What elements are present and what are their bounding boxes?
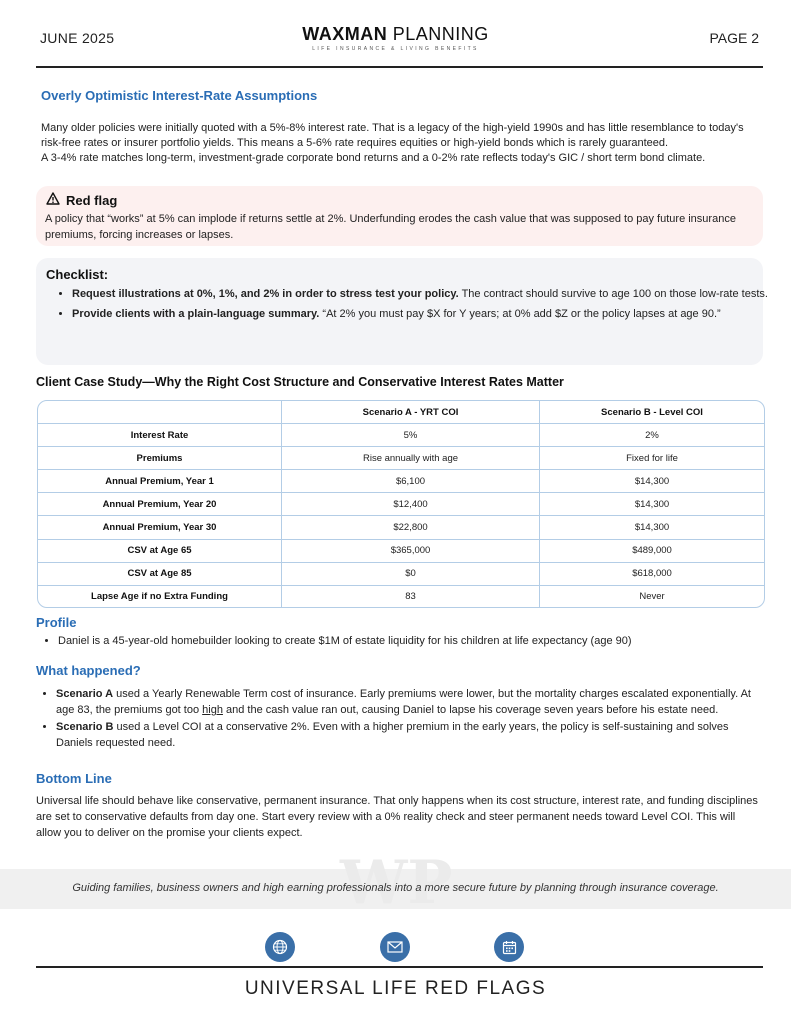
- red-flag-text: A policy that “works” at 5% can implode if returns settle at 2%. Underfunding erodes the cash value that was supposed to pay future insurance premiums, forcing increases or lapses.: [45, 213, 736, 241]
- case-study-title: Client Case Study—Why the Right Cost Structure and Conservative Interest Rates Matter: [36, 375, 564, 389]
- scenario-a-text: used a Yearly Renewable Term cost of insurance. Early premiums were lower, but the mortality charges escalated exponentially. At age 83, the premiums got too: [56, 688, 751, 716]
- section-title: Overly Optimistic Interest-Rate Assumptions: [41, 88, 318, 103]
- table-row: [38, 470, 764, 493]
- cell-b: $14,300: [540, 470, 764, 493]
- table-row: [38, 493, 764, 516]
- cell-b: $489,000: [540, 540, 764, 563]
- table-row: [38, 540, 764, 563]
- checklist-box: [36, 258, 768, 365]
- paragraph: A 3-4% rate matches long-term, investment-grade corporate bond returns and a 0-2% rate reflects today's GIC / short term bond climate.: [41, 152, 706, 164]
- cell-a: $22,800: [282, 516, 540, 539]
- cell-b: $618,000: [540, 563, 764, 586]
- cell-a: Rise annually with age: [282, 447, 540, 470]
- watermark-logo: WP: [340, 848, 453, 918]
- footer-tagline: Guiding families, business owners and high earning professionals into a more secure future by planning through insurance coverage.: [72, 882, 719, 894]
- row-label: Annual Premium, Year 30: [38, 516, 282, 539]
- checklist-item-bold: Provide clients with a plain-language summary.: [72, 308, 320, 320]
- scenario-b-label: Scenario B: [56, 721, 114, 733]
- what-happened-title: What happened?: [36, 663, 141, 678]
- case-study-table: [37, 400, 765, 608]
- cell-b: 2%: [540, 424, 764, 447]
- footer-divider: [36, 966, 763, 968]
- list-item: [56, 686, 759, 718]
- what-happened-list: [36, 686, 759, 752]
- row-label: CSV at Age 65: [38, 540, 282, 563]
- table-row: [38, 563, 764, 586]
- checklist-item-bold: Request illustrations at 0%, 1%, and 2% in order to stress test your policy.: [72, 288, 459, 300]
- table-header-row: [38, 401, 764, 424]
- header-divider: [36, 66, 763, 68]
- checklist-title: Checklist:: [46, 267, 109, 282]
- calendar-icon[interactable]: [494, 932, 524, 962]
- footer-title: UNIVERSAL LIFE RED FLAGS: [244, 978, 547, 999]
- list-item: [56, 719, 759, 751]
- cell-b: $14,300: [540, 516, 764, 539]
- logo-subtitle: LIFE INSURANCE & LIVING BENEFITS: [312, 46, 479, 52]
- row-label: Lapse Age if no Extra Funding: [38, 586, 282, 607]
- profile-title: Profile: [36, 615, 77, 630]
- header-cell-scenario-a: Scenario A - YRT COI: [282, 401, 540, 424]
- scenario-a-text-end: and the cash value ran out, causing Daniel to lapse his coverage seven years before his estate need.: [222, 704, 719, 716]
- cell-b: Fixed for life: [540, 447, 764, 470]
- table-row: [38, 516, 764, 539]
- cell-a: $12,400: [282, 493, 540, 516]
- cell-a: $365,000: [282, 540, 540, 563]
- table-row: [38, 447, 764, 470]
- scenario-b-text: used a Level COI at a conservative 2%. Even with a higher premium in the early years, the policy is self-sustaining and solves Daniels requested need.: [56, 721, 729, 749]
- red-flag-title: [46, 192, 117, 208]
- header-cell-empty: [38, 401, 282, 424]
- header-date: JUNE 2025: [40, 30, 115, 46]
- checklist-item-text: The contract should survive to age 100 on those low-rate tests.: [458, 288, 768, 300]
- list-item: [72, 285, 775, 304]
- row-label: CSV at Age 85: [38, 563, 282, 586]
- checklist-item-text: “At 2% you must pay $X for Y years; at 0% add $Z or the policy lapses at age 90.”: [319, 308, 721, 320]
- cell-a: 5%: [282, 424, 540, 447]
- list-item: • Daniel is a 45-year-old homebuilder looking to create $1M of estate liquidity for his children at life expectancy (age 90): [58, 633, 778, 649]
- list-item: [72, 305, 775, 324]
- row-label: Annual Premium, Year 1: [38, 470, 282, 493]
- envelope-icon[interactable]: [380, 932, 410, 962]
- row-label: Annual Premium, Year 20: [38, 493, 282, 516]
- bottom-line-text: Universal life should behave like conservative, permanent insurance. That only happens when its cost structure, interest rate, and funding disciplines are set to conservative defaults from day one. Start every review with a 0% reality check and steer permanent needs toward Level COI. This will allow you to deliver on the promise your clients expect.: [36, 795, 758, 839]
- cell-b: $14,300: [540, 493, 764, 516]
- cell-a: $6,100: [282, 470, 540, 493]
- section-body: [41, 121, 763, 166]
- logo-light: PLANNING: [387, 24, 489, 44]
- bottom-line-title: Bottom Line: [36, 771, 112, 786]
- profile-list: [38, 633, 778, 650]
- table-row: [38, 424, 764, 447]
- checklist: [54, 285, 775, 325]
- red-flag-box: [36, 186, 763, 246]
- cell-b: Never: [639, 590, 665, 602]
- page-number: PAGE 2: [709, 30, 759, 46]
- cell-a: 83: [282, 586, 540, 607]
- cell-a: $0: [282, 563, 540, 586]
- warning-icon: [46, 192, 60, 208]
- row-label: Premiums: [38, 447, 282, 470]
- scenario-a-label: Scenario A: [56, 688, 114, 700]
- row-label: Interest Rate: [38, 424, 282, 447]
- paragraph: Many older policies were initially quoted with a 5%-8% interest rate. That is a legacy of the high-yield 1990s and has little resemblance to today's risk-free rates or insurer portfolio yields. This means a 5-6% rate requires equities or high-yield bonds which is rarely guaranteed.: [41, 122, 744, 149]
- logo-bold: WAXMAN: [302, 24, 388, 44]
- header-cell-scenario-b: Scenario B - Level COI: [540, 401, 764, 424]
- globe-icon[interactable]: [265, 932, 295, 962]
- underlined-word: high: [202, 704, 223, 716]
- table-row: [38, 586, 764, 607]
- logo: [0, 24, 791, 52]
- red-flag-label: Red flag: [66, 192, 118, 208]
